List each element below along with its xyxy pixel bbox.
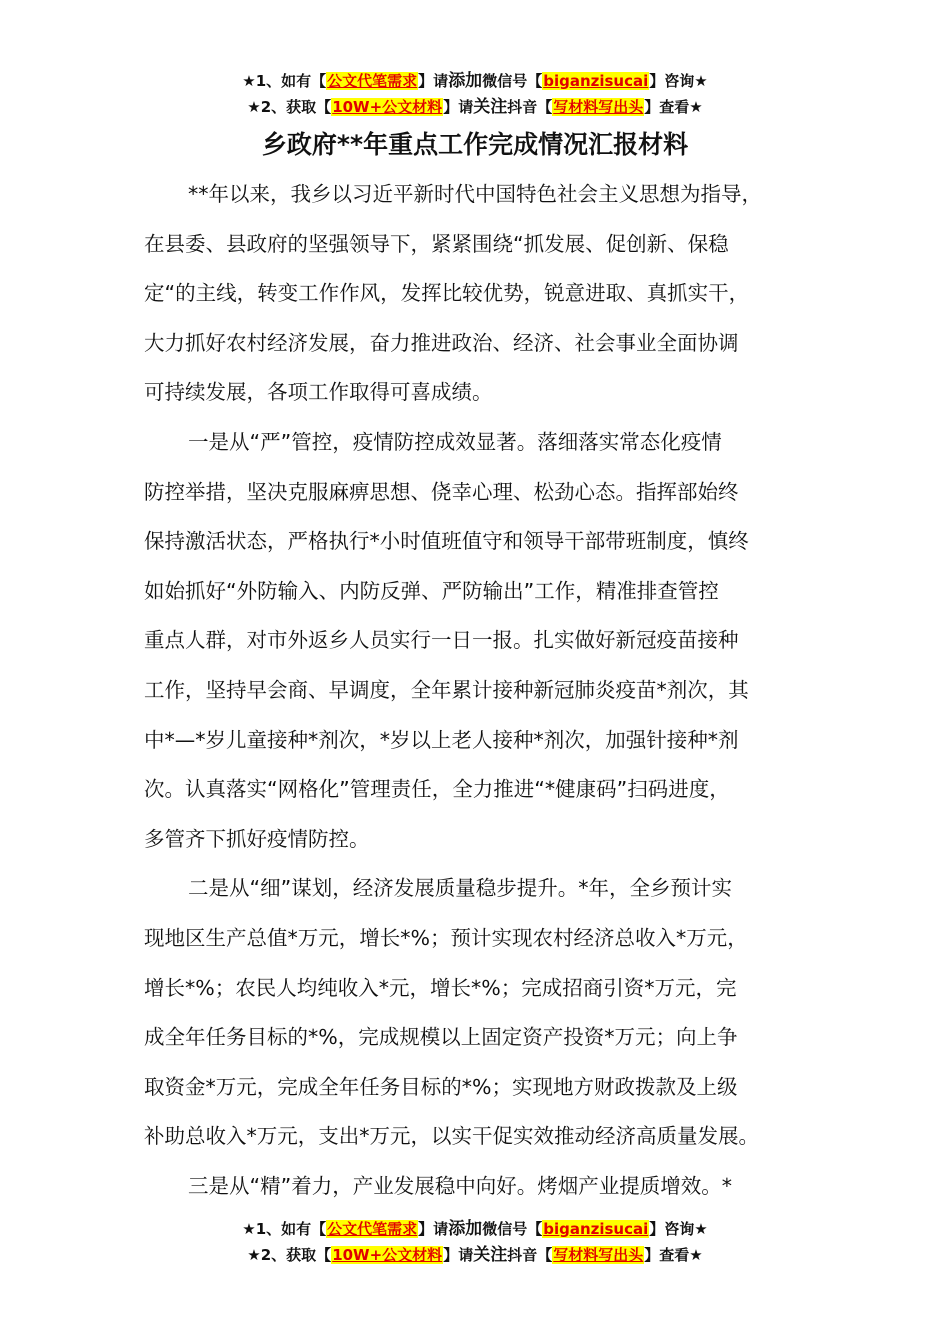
banner-text: 】查看★ [644, 1246, 703, 1264]
banner-emphasis: 关注 [473, 97, 508, 117]
banner-line-2 [0, 94, 950, 120]
banner-text: ★2、获取【 [247, 1246, 332, 1264]
highlight-douyin: 写材料写出头 [553, 1246, 644, 1264]
banner-text: 微信号【 [482, 72, 543, 90]
banner-text: 】请 [443, 1246, 474, 1264]
body-line: 工作，坚持早会商、早调度，全年累计接种新冠肺炎疫苗*剂次，其 [144, 677, 749, 702]
body-line: 取资金*万元，完成全年任务目标的*%；实现地方财政拨款及上级 [144, 1074, 738, 1099]
body-line: 大力抓好农村经济发展，奋力推进政治、经济、社会事业全面协调 [144, 330, 739, 355]
highlight-materials: 10W+公文材料 [332, 1246, 443, 1264]
banner-text: 抖音【 [507, 1246, 553, 1264]
banner-text: 微信号【 [482, 1220, 543, 1238]
banner-text: ★2、获取【 [247, 98, 332, 116]
body-line: 多管齐下抓好疫情防控。 [144, 826, 370, 851]
highlight-materials: 10W+公文材料 [332, 98, 443, 116]
body-line: 重点人群，对市外返乡人员实行一日一报。扎实做好新冠疫苗接种 [144, 628, 739, 653]
banner-text: 】请 [418, 72, 449, 90]
body-line: 保持激活状态，严格执行*小时值班值守和领导干部带班制度，慎终 [144, 529, 749, 554]
body-line: **年以来，我乡以习近平新时代中国特色社会主义思想为指导， [188, 182, 762, 206]
highlight-wechat-id: biganzisucai [543, 1220, 649, 1238]
banner-text: 】查看★ [644, 98, 703, 116]
banner-text: ★1、如有【 [242, 72, 327, 90]
banner-line-1 [0, 68, 950, 94]
body-line: 定“的主线，转变工作作风，发挥比较优势，锐意进取、真抓实干， [144, 281, 750, 306]
banner-text: 】请 [443, 98, 474, 116]
banner-text: 】咨询★ [649, 1220, 708, 1238]
body-line: 如始抓好“外防输入、内防反弹、严防输出”工作，精准排查管控 [144, 578, 719, 603]
body-line: 增长*%；农民人均纯收入*元，增长*%；完成招商引资*万元，完 [144, 975, 737, 1000]
banner-text: ★1、如有【 [242, 1220, 327, 1238]
highlight-service: 公文代笔需求 [327, 1220, 418, 1238]
banner-text: 】咨询★ [649, 72, 708, 90]
footer-banner [0, 1216, 950, 1268]
body-line: 一是从“严”管控，疫情防控成效显著。落细落实常态化疫情 [188, 429, 722, 454]
banner-line-2 [0, 1242, 950, 1268]
body-line: 二是从“细”谋划，经济发展质量稳步提升。*年，全乡预计实 [188, 876, 732, 901]
body-line: 可持续发展，各项工作取得可喜成绩。 [144, 380, 493, 405]
body-line: 三是从“精”着力，产业发展稳中向好。烤烟产业提质增效。* [188, 1173, 732, 1198]
highlight-douyin: 写材料写出头 [553, 98, 644, 116]
document-body [144, 170, 832, 1211]
body-line: 补助总收入*万元，支出*万元，以实干促实效推动经济高质量发展。 [144, 1124, 759, 1149]
highlight-wechat-id: biganzisucai [543, 72, 649, 90]
header-banner [0, 68, 950, 120]
banner-text: 】请 [418, 1220, 449, 1238]
banner-emphasis: 添加 [448, 1219, 483, 1239]
banner-emphasis: 关注 [473, 1245, 508, 1265]
body-line: 现地区生产总值*万元，增长*%；预计实现农村经济总收入*万元， [144, 925, 748, 950]
body-line: 防控举措，坚决克服麻痹思想、侥幸心理、松劲心态。指挥部始终 [144, 479, 739, 504]
document-title: 乡政府**年重点工作完成情况汇报材料 [261, 130, 689, 159]
banner-line-1 [0, 1216, 950, 1242]
body-line: 中*—*岁儿童接种*剂次，*岁以上老人接种*剂次，加强针接种*剂 [144, 727, 739, 752]
body-line: 次。认真落实“网格化”管理责任，全力推进“*健康码”扫码进度， [144, 777, 730, 802]
banner-emphasis: 添加 [448, 71, 483, 91]
banner-text: 抖音【 [507, 98, 553, 116]
body-line: 在县委、县政府的坚强领导下，紧紧围绕“抓发展、促创新、保稳 [144, 231, 729, 256]
body-line: 成全年任务目标的*%，完成规模以上固定资产投资*万元；向上争 [144, 1025, 738, 1050]
highlight-service: 公文代笔需求 [327, 72, 418, 90]
